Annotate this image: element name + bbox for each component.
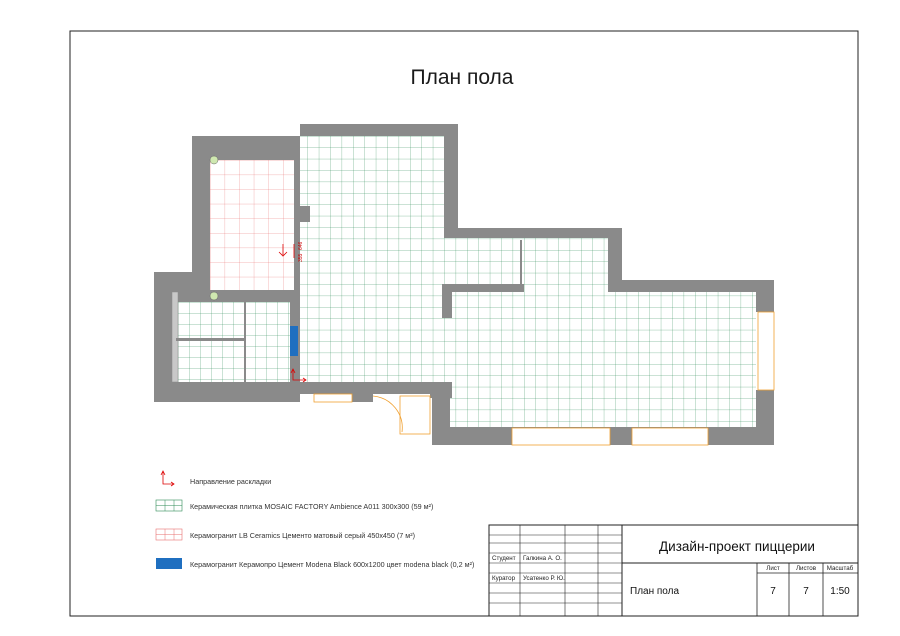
legend	[156, 471, 474, 569]
wall-stub	[442, 284, 524, 292]
restroom-floor	[178, 302, 290, 382]
legend-item-label: Керамогранит LB Ceramics Цементо матовый серый 450x450 (7 м²)	[190, 531, 416, 540]
sheet-value: 7	[770, 586, 776, 597]
scale-label: Масштаб	[826, 565, 854, 572]
student-name: Галкина А. О.	[523, 555, 562, 562]
drain-icon	[210, 292, 218, 300]
kitchen-floor	[210, 160, 294, 290]
sheets-label: Листов	[795, 565, 817, 572]
curator-name: Усатенко Р. Ю.	[523, 575, 565, 582]
floor-plan	[154, 124, 774, 445]
partition-wall	[172, 292, 294, 302]
drain-icon	[210, 156, 218, 164]
dimension-label: 646	[298, 241, 304, 250]
sheet-label: Лист	[766, 565, 780, 572]
sheets-value: 7	[803, 586, 809, 597]
legend-direction-label: Направление раскладки	[190, 477, 272, 486]
legend-item-label: Керамогранит Керамопро Цемент Modena Black 600x1200 цвет modena black (0,2 м²)	[190, 560, 475, 569]
scale-value: 1:50	[830, 586, 850, 597]
partition	[520, 240, 522, 284]
column	[432, 382, 452, 398]
blue-tile-area	[290, 326, 298, 356]
legend-swatch-blue	[156, 558, 182, 569]
dimension-label: 355	[298, 253, 304, 262]
project-title: Дизайн-проект пиццерии	[659, 539, 815, 554]
drawing-title: План пола	[410, 66, 514, 89]
column	[296, 206, 310, 222]
curator-label: Куратор	[492, 575, 516, 582]
direction-arrow-icon	[161, 471, 174, 486]
sheet-name: План пола	[630, 586, 680, 597]
student-label: Студент	[492, 555, 516, 562]
legend-item-label: Керамическая плитка MOSAIC FACTORY Ambience A011 300x300 (59 м²)	[190, 502, 434, 511]
entrance-door	[373, 396, 430, 434]
